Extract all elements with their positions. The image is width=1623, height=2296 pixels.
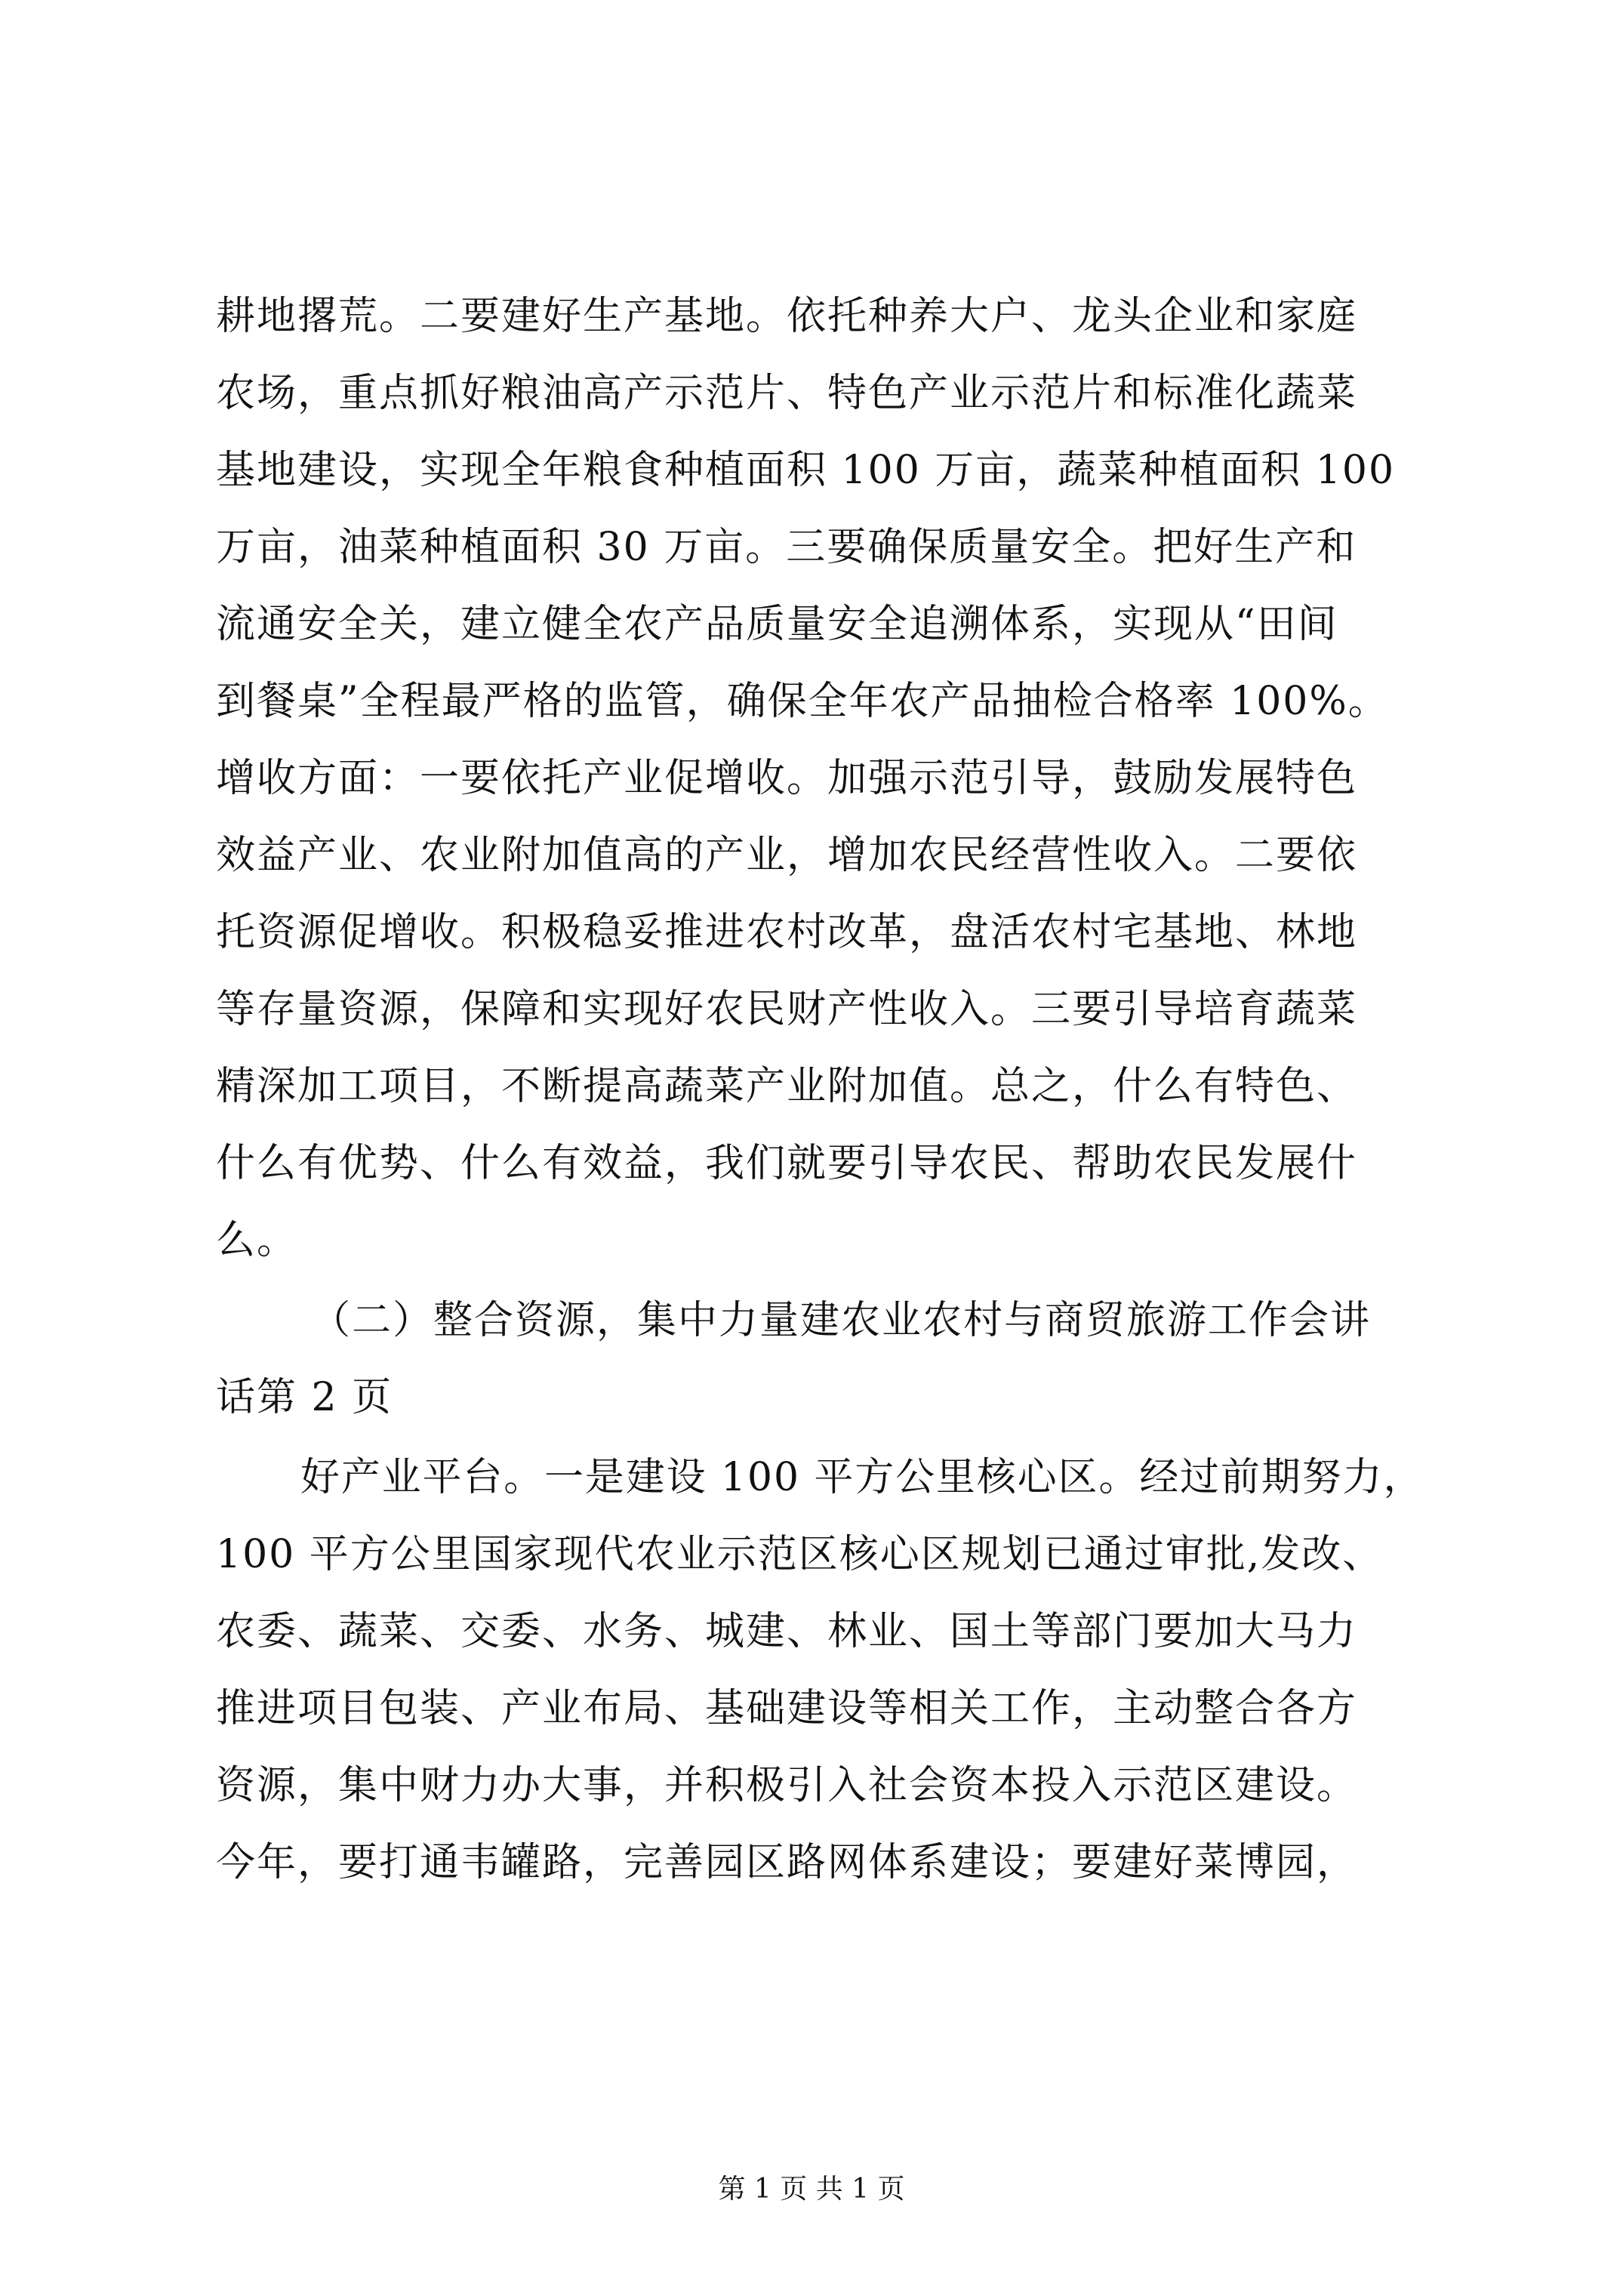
text-line: 等存量资源，保障和实现好农民财产性收入。三要引导培育蔬菜: [216, 987, 1358, 1032]
text-line: 资源，集中财力办大事，并积极引入社会资本投入示范区建设。: [216, 1763, 1358, 1808]
text-line: 万亩，油菜种植面积 30 万亩。三要确保质量安全。把好生产和: [216, 525, 1357, 570]
text-line: 么。: [216, 1218, 298, 1263]
text-line: 精深加工项目，不断提高蔬菜产业附加值。总之，什么有特色、: [216, 1064, 1358, 1109]
text-line: 农场，重点抓好粮油高产示范片、特色产业示范片和标准化蔬菜: [216, 371, 1358, 416]
text-line: 什么有优势、什么有效益，我们就要引导农民、帮助农民发展什: [216, 1141, 1358, 1186]
text-line: 农委、蔬菜、交委、水务、城建、林业、国土等部门要加大马力: [216, 1609, 1358, 1654]
section-heading: （二）整合资源，集中力量建农业农村与商贸旅游工作会讲: [311, 1298, 1372, 1343]
page-number: 第 1 页 共 1 页: [718, 2174, 905, 2205]
text-line: 今年，要打通韦罐路，完善园区路网体系建设；要建好菜博园，: [216, 1840, 1358, 1885]
page-footer: [0, 2171, 1623, 2208]
text-line: 到餐桌”全程最严格的监管，确保全年农产品抽检合格率 100%。: [216, 679, 1389, 724]
section-heading-continuation: 话第 2 页: [216, 1375, 393, 1420]
text-line: 推进项目包装、产业布局、基础建设等相关工作，主动整合各方: [216, 1686, 1358, 1731]
text-line: 流通安全关，建立健全农产品质量安全追溯体系，实现从“田间: [216, 602, 1338, 647]
text-line: 托资源促增收。积极稳妥推进农村改革，盘活农村宅基地、林地: [216, 910, 1358, 955]
text-line: 效益产业、农业附加值高的产业，增加农民经营性收入。二要依: [216, 833, 1358, 878]
text-line: 增收方面：一要依托产业促增收。加强示范引导，鼓励发展特色: [216, 756, 1358, 801]
text-line: 基地建设，实现全年粮食种植面积 100 万亩，蔬菜种植面积 100: [216, 448, 1396, 493]
text-line: 耕地撂荒。二要建好生产基地。依托种养大户、龙头企业和家庭: [216, 294, 1358, 339]
text-line: 好产业平台。一是建设 100 平方公里核心区。经过前期努力，: [300, 1455, 1424, 1500]
text-line: 100 平方公里国家现代农业示范区核心区规划已通过审批,发改、: [216, 1532, 1384, 1577]
